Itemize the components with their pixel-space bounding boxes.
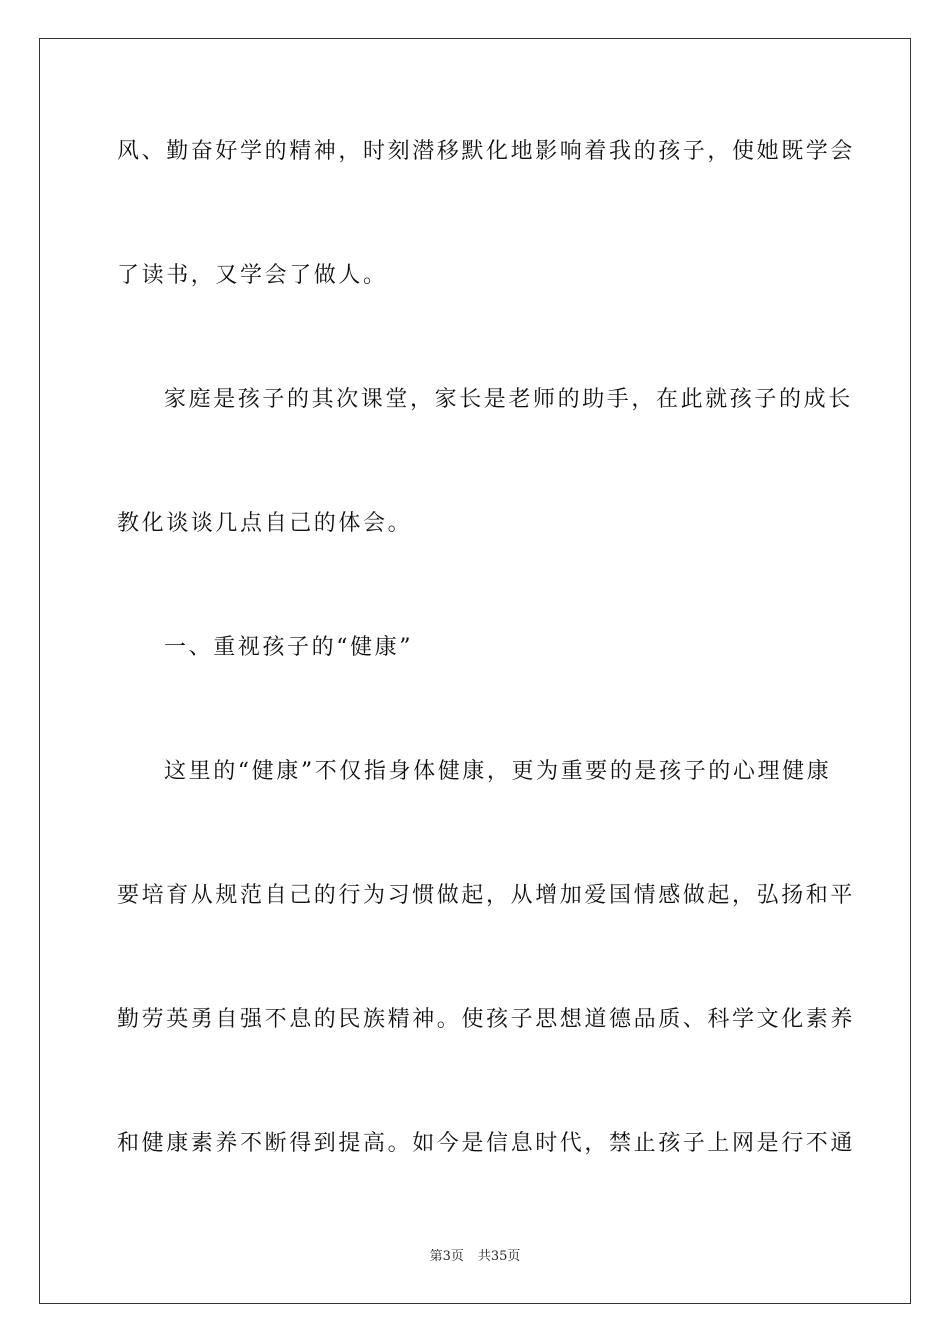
- page-border: [39, 38, 911, 1304]
- section-heading: 一、重视孩子的“健康”: [164, 635, 414, 660]
- paragraph-line: 和健康素养不断得到提高。如今是信息时代，禁止孩子上网是行不通: [117, 1131, 856, 1156]
- paragraph-line: 了读书，又学会了做人。: [117, 263, 388, 288]
- page-footer: [0, 1248, 950, 1266]
- paragraph-line: 要培育从规范自己的行为习惯做起，从增加爱国情感做起，弘扬和平: [117, 883, 856, 908]
- current-page-number: 第3页: [429, 1249, 464, 1264]
- paragraph-line: 风、勤奋好学的精神，时刻潜移默化地影响着我的孩子，使她既学会: [117, 139, 856, 164]
- paragraph-line: 家庭是孩子的其次课堂，家长是老师的助手，在此就孩子的成长: [164, 387, 853, 412]
- paragraph-line: 教化谈谈几点自己的体会。: [117, 511, 413, 536]
- total-page-count: 共35页: [477, 1249, 521, 1264]
- paragraph-line: 这里的“健康”不仅指身体健康，更为重要的是孩子的心理健康: [164, 759, 832, 784]
- paragraph-line: 勤劳英勇自强不息的民族精神。使孩子思想道德品质、科学文化素养: [117, 1007, 856, 1032]
